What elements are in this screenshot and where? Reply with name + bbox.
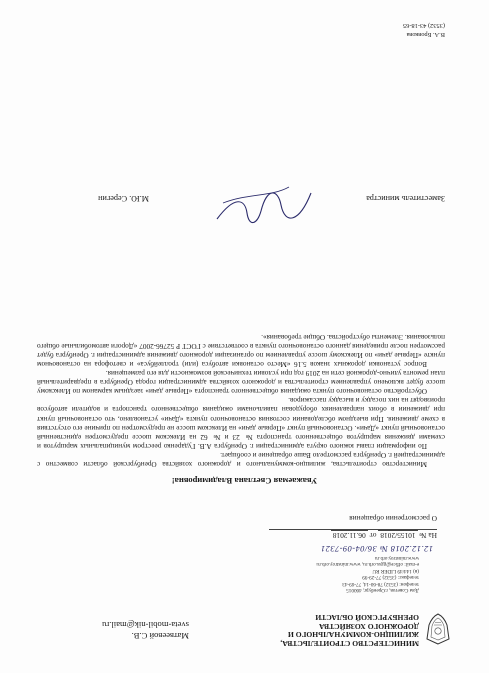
- body-paragraph: Вопрос установки дорожных знаков 5.16 «Место остановки автобуса (или) троллейбуса» и светофора на остановочном пункте «Первые дачи» по Илекскому шоссе управлением по организации дорожного движения администрации г. Оренбурга будет рассмотрен после приведения данного остановочного пункта в соответствие с ГОСТ Р 52766-2007 «Дороги автомобильные общего пользования. Элементы обустройства. Общие требования».: [37, 332, 445, 368]
- contact-line: www.minstroy.orb.ru: [374, 554, 419, 561]
- recipient-name: Матвеевой С.В.: [131, 631, 189, 641]
- executor-name: В.А. Бровкова: [406, 31, 445, 38]
- contact-line: (в) 144/49 LIDER RU: [372, 567, 419, 574]
- signatory-title: Заместитель министра: [366, 194, 445, 203]
- org-name-line: ЖИЛИЩНО-КОММУНАЛЬНОГО И: [287, 630, 419, 640]
- body-paragraph: Обустройство остановочного пункта ожидания общественного транспорта «Первые дачи» заездным карманом по Илекскому шоссе будет включено управлением строительства и дорожного хозяйства администрации города Оренбурга в предварительный план ремонта улично-дорожной сети на 2019 год при условии технической возможности для его размещения.: [37, 369, 445, 396]
- org-name-line: ОРЕНБУРГСКОЙ ОБЛАСТИ: [315, 613, 419, 623]
- handwritten-signature-icon: [209, 179, 319, 233]
- coat-of-arms-icon: [425, 613, 451, 645]
- contact-line: телефакс: (3532) 77-29-99: [362, 574, 419, 581]
- body-paragraph: По информации главы южного округа администрации г. Оренбурга А.В. Гударенко реестром муниципальных маршрутов и схемами движения маршрутов общественного транспорта № 23 и № 62 на Илекском шоссе предусмотрен единственный остановочный пункт «Дачи». Остановочный пункт «Первые дачи» на Илекском шоссе не предусмотрен по причине его отсутствия в схеме движения. При выездном обследовании состояния остановочного пункта «Дачи» установлено, что остановочный пункт при движении в обоих направлениях оборудован павильонами ожидания общественного транспорта и водители автобусов производят на них посадку и высадку пассажиров.: [37, 396, 445, 450]
- org-name-line: МИНИСТЕРСТВО СТРОИТЕЛЬСТВА,: [280, 639, 419, 648]
- organization-contacts: [249, 555, 419, 593]
- ref-date: 06.11.2018: [332, 531, 366, 540]
- greeting: Уважаемая Светлана Владимировна!: [171, 476, 318, 486]
- reference-divider: [269, 529, 437, 530]
- ref-number: 10155/2018: [380, 531, 416, 540]
- signatory-name: М.Ю. Серегин: [98, 194, 149, 203]
- ref-from: от: [369, 531, 377, 540]
- recipient-block: [39, 619, 189, 641]
- body-paragraph: Министерство строительства, жилищно-коммунального и дорожного хозяйства Оренбургской области совместно с администрацией г. Оренбурга рассмотрело Ваше обращение и сообщает.: [37, 450, 445, 468]
- contact-line: телефон: (3532) 78-60-14, 77-69-43: [342, 580, 419, 587]
- ref-prefix: На №: [419, 531, 437, 540]
- handwritten-registration-number: 12.12.2018 № 36/04-09-7321: [320, 544, 433, 553]
- organization-name: [269, 613, 419, 647]
- org-name-line: ДОРОЖНОГО ХОЗЯЙСТВА: [319, 621, 419, 631]
- letter-subject: О рассмотрении обращения: [349, 514, 437, 523]
- contact-line: Дом Советов, г.Оренбург, 460015: [346, 587, 419, 593]
- reference-line: [331, 531, 437, 540]
- letter-body: [37, 332, 445, 468]
- contact-line: e-mail: office@ggss.orb.ru, www.minstroy.orb.ru: [316, 561, 419, 568]
- executor-phone: (3532) 43-18-65: [402, 22, 445, 29]
- recipient-email: sveta-mobil-nik@mail.ru: [102, 620, 189, 630]
